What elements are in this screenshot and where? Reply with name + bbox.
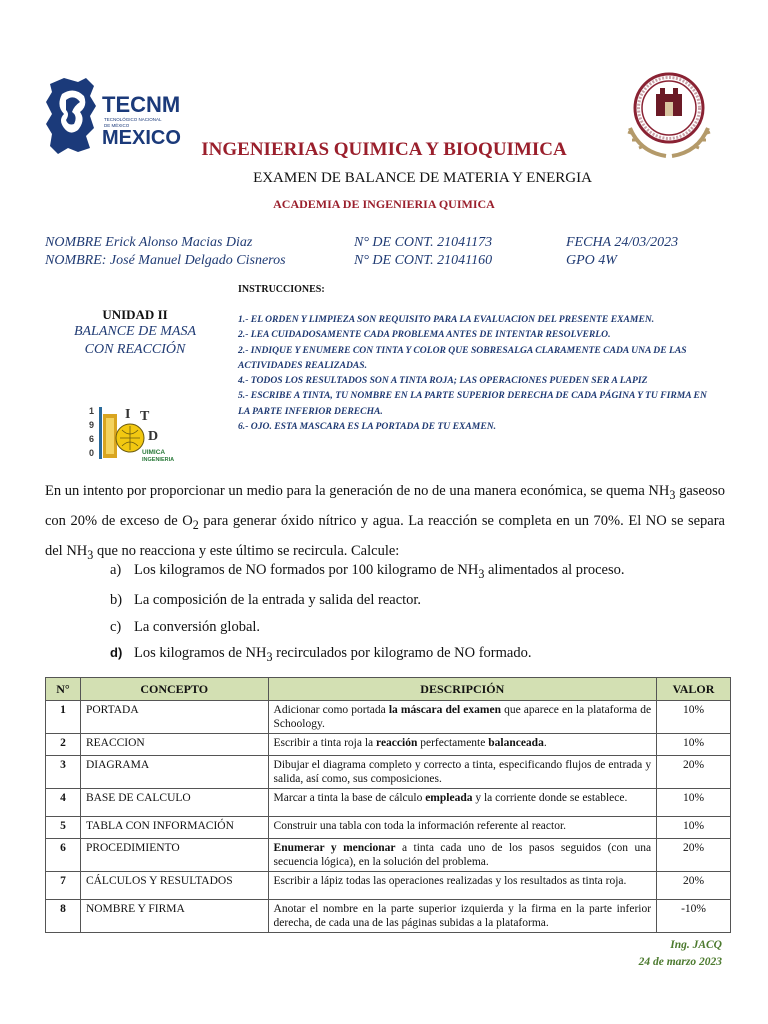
svg-text:DE MÉXICO: DE MÉXICO — [104, 123, 130, 128]
itd-logo — [86, 404, 188, 466]
row-concept: PORTADA — [80, 701, 268, 734]
instruction-item: 2.- LEA CUIDADOSAMENTE CADA PROBLEMA ANTES DE INTENTAR RESOLVERLO. — [238, 329, 611, 341]
svg-text:I: I — [125, 407, 131, 422]
table-row — [46, 817, 731, 839]
row-concept: NOMBRE Y FIRMA — [80, 900, 268, 933]
row-number: 7 — [46, 872, 81, 900]
row-value: 10% — [657, 701, 731, 734]
unit-subtitle-line1: BALANCE DE MASA — [73, 324, 197, 339]
row-concept: PROCEDIMIENTO — [80, 839, 268, 872]
question-item: b) La composición de la entrada y salida del reactor. — [110, 592, 422, 609]
page-title: INGENIERIAS QUIMICA Y BIOQUIMICA — [201, 139, 567, 160]
table-row — [46, 756, 731, 789]
question-item: d) Los kilogramos de $NH_3$ recirculados por kilogramo de NO formado. — [110, 645, 532, 665]
table-row — [46, 734, 731, 756]
instruction-item: 1.- EL ORDEN Y LIMPIEZA SON REQUISITO PARA LA EVALUACION DEL PRESENTE EXAMEN. — [238, 314, 655, 325]
table-row — [46, 872, 731, 900]
row-description: Escribir a tinta roja la reacción perfectamente balanceada. — [268, 734, 657, 756]
row-value: 20% — [657, 756, 731, 789]
svg-text:T: T — [140, 409, 150, 424]
unit-subtitle-line2: CON REACCIÓN — [84, 342, 186, 357]
row-number: 2 — [46, 734, 81, 756]
instruction-item: 6.- OJO. ESTA MASCARA ES LA PORTADA DE TU EXAMEN. — [238, 421, 497, 433]
row-number: 4 — [46, 789, 81, 817]
row-number: 3 — [46, 756, 81, 789]
table-row — [46, 900, 731, 933]
row-concept: TABLA CON INFORMACIÓN — [80, 817, 268, 839]
row-description: Marcar a tinta la base de cálculo empleada y la corriente donde se establece. — [268, 789, 657, 817]
questions-list — [110, 557, 710, 671]
row-value: 10% — [657, 734, 731, 756]
svg-text:6: 6 — [89, 434, 95, 444]
row-description: Adicionar como portada la máscara del examen que aparece en la plataforma de Schoology. — [268, 701, 657, 734]
academy-name: ACADEMIA DE INGENIERIA QUIMICA — [273, 197, 495, 211]
unit-subtitle — [60, 323, 210, 359]
instruction-item: 5.- ESCRIBE A TINTA, TU NOMBRE EN LA PARTE SUPERIOR DERECHA DE CADA PÁGINA Y TU FIRMA EN LA PARTE INFERIOR DERECHA. — [238, 390, 707, 417]
row-number: 6 — [46, 839, 81, 872]
group-label: GPO 4W — [566, 253, 617, 268]
instruction-item: 4.- TODOS LOS RESULTADOS SON A TINTA ROJA; LAS OPERACIONES PUEDEN SER A LAPIZ — [238, 375, 648, 387]
row-concept: CÁLCULOS Y RESULTADOS — [80, 872, 268, 900]
row-value: 10% — [657, 817, 731, 839]
row-number: 5 — [46, 817, 81, 839]
svg-text:MEXICO: MEXICO — [102, 127, 181, 149]
exam-title: EXAMEN DE BALANCE DE MATERIA Y ENERGIA — [253, 170, 592, 186]
student-control-1: N° DE CONT. 21041173 — [354, 235, 493, 250]
row-description: Escribir a lápiz todas las operaciones realizadas y los resultados as tinta roja. — [268, 872, 657, 900]
student-name-2: NOMBRE: José Manuel Delgado Cisneros — [45, 253, 286, 268]
row-description: Dibujar el diagrama completo y correcto a tinta, especificando flujos de entrada y salida, así como, sus composiciones. — [268, 756, 657, 789]
table-row — [46, 839, 731, 872]
rubric-table — [45, 677, 731, 933]
problem-statement: En un intento por proporcionar un medio para la generación de no de una manera económica, se quema $NH_3$ gaseoso con 20% de exceso de $O_2$ para generar óxido nítrico y agua. La reacción se completa en un 70%. El NO se separa del $NH_3$ que no reacciona y este último se recircula. Calcule: — [45, 483, 725, 562]
row-number: 1 — [46, 701, 81, 734]
row-value: 10% — [657, 789, 731, 817]
student-control-2: N° DE CONT. 21041160 — [354, 253, 493, 268]
column-header-number: N° — [46, 678, 81, 701]
svg-text:9: 9 — [89, 420, 95, 430]
svg-text:TECNOLÓGICO NACIONAL: TECNOLÓGICO NACIONAL — [104, 117, 162, 122]
question-item: c) La conversión global. — [110, 618, 261, 635]
row-concept: BASE DE CALCULO — [80, 789, 268, 817]
row-concept: DIAGRAMA — [80, 756, 268, 789]
svg-text:INGENIERIA: INGENIERIA — [142, 457, 175, 463]
table-header-row — [46, 678, 731, 701]
instruction-item: 2.- INDIQUE Y ENUMERE CON TINTA Y COLOR QUE SOBRESALGA CLARAMENTE CADA UNA DE LAS ACTIVIDADES REALIZADAS. — [238, 344, 687, 371]
row-description: Anotar el nombre en la parte superior izquierda y la firma en la parte inferior derecha, de cada una de las páginas subidas a la plataforma. — [268, 900, 657, 933]
column-header-concept: CONCEPTO — [80, 678, 268, 701]
student-name-1: NOMBRE Erick Alonso Macias Diaz — [45, 235, 253, 250]
svg-text:TECNM: TECNM — [102, 92, 181, 117]
signature-date: 24 de marzo 2023 — [638, 956, 722, 968]
row-concept: REACCION — [80, 734, 268, 756]
column-header-value: VALOR — [657, 678, 731, 701]
row-value: 20% — [657, 872, 731, 900]
author-signature: Ing. JACQ — [670, 939, 722, 951]
row-number: 8 — [46, 900, 81, 933]
svg-text:1: 1 — [89, 406, 95, 416]
instructions-title: INSTRUCCIONES: — [238, 284, 325, 295]
table-row — [46, 701, 731, 734]
row-description: Enumerar y mencionar a tinta cada uno de los pasos seguidos (con una secuencia lógica), en la solución del problema. — [268, 839, 657, 872]
row-value: -10% — [657, 900, 731, 933]
instructions-list — [238, 312, 718, 434]
column-header-description: DESCRIPCIÓN — [268, 678, 657, 701]
row-description: Construir una tabla con toda la información referente al reactor. — [268, 817, 657, 839]
svg-text:0: 0 — [89, 448, 95, 458]
exam-date: FECHA 24/03/2023 — [566, 235, 679, 250]
svg-text:UIMICA: UIMICA — [142, 449, 166, 456]
svg-text:D: D — [148, 429, 159, 444]
unit-title: UNIDAD II — [102, 307, 168, 322]
question-item: a) Los kilogramos de NO formados por 100 kilogramo de $NH_3$ alimentados al proceso. — [110, 562, 625, 581]
row-value: 20% — [657, 839, 731, 872]
table-row — [46, 789, 731, 817]
